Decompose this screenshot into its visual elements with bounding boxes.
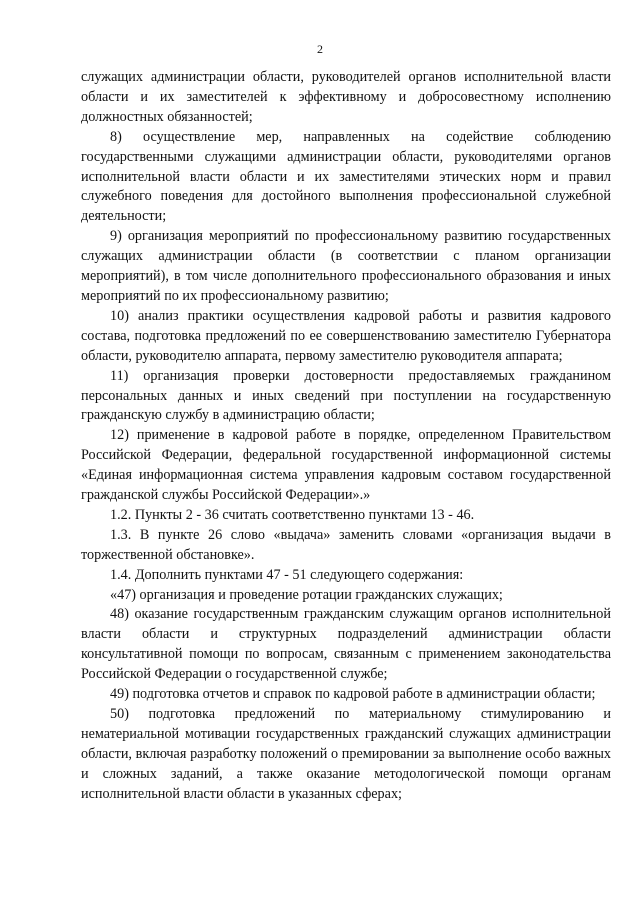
paragraph-item-9: 9) организация мероприятий по профессиональному развитию государственных служащих администрации области (в соответствии с планом организации мероприятий), в том числе дополнительного профессионального образования и иных мероприятий по их профессиональному развитию; xyxy=(81,228,611,304)
paragraph-continuation: служащих администрации области, руководителей органов исполнительной власти области и их заместителей к эффективному и добросовестному исполнению должностных обязанностей; xyxy=(81,69,611,125)
paragraph-item-48: 48) оказание государственным гражданским служащим органов исполнительной власти области и структурных подразделений администрации области консультативной помощи по вопросам, связанным с применением законодательства Российской Федерации о государственной службе; xyxy=(81,606,611,683)
paragraph-clause-1-4: 1.4. Дополнить пунктами 47 - 51 следующего содержания: xyxy=(110,566,464,583)
paragraph-clause-1-3: 1.3. В пункте 26 слово «выдача» заменить словами «организация выдачи в торжественной обстановке». xyxy=(81,526,611,563)
paragraph-item-12: 12) применение в кадровой работе в порядке, определенном Правительством Российской Федерации, федеральной государственной информационной системы «Единая информационная система управления кадровым составом государственной гражданской службы Российской Федерации».» xyxy=(81,427,611,504)
document-body xyxy=(81,68,611,805)
paragraph-item-49: 49) подготовка отчетов и справок по кадровой работе в администрации области; xyxy=(110,686,596,703)
paragraph-item-10: 10) анализ практики осуществления кадровой работы и развития кадрового состава, подготовка предложений по ее совершенствованию заместителю Губернатора области, руководителю аппарата, первому заместителю руководителя аппарата; xyxy=(81,307,611,364)
page-number: 2 xyxy=(317,42,323,56)
paragraph-item-11: 11) организация проверки достоверности предоставляемых гражданином персональных данных и иных сведений при поступлении на государственную гражданскую службу в администрацию области; xyxy=(81,367,611,424)
paragraph-item-47: «47) организация и проведение ротации гражданских служащих; xyxy=(110,586,503,603)
paragraph-item-8: 8) осуществление мер, направленных на содействие соблюдению государственными служащими администрации области, руководителями органов исполнительной власти области и их заместителями этических норм и правил служебного поведения для достойного выполнения профессиональной служебной деятельности; xyxy=(81,128,611,225)
paragraph-clause-1-2: 1.2. Пункты 2 - 36 считать соответственно пунктами 13 - 46. xyxy=(110,506,475,523)
paragraph-item-50: 50) подготовка предложений по материальному стимулированию и нематериальной мотивации государственных гражданский служащих администрации области, включая разработку положений о премировании за выполнение особо важных и сложных заданий, а также оказание методологической помощи органам исполнительной власти области в указанных сферах; xyxy=(81,706,611,802)
